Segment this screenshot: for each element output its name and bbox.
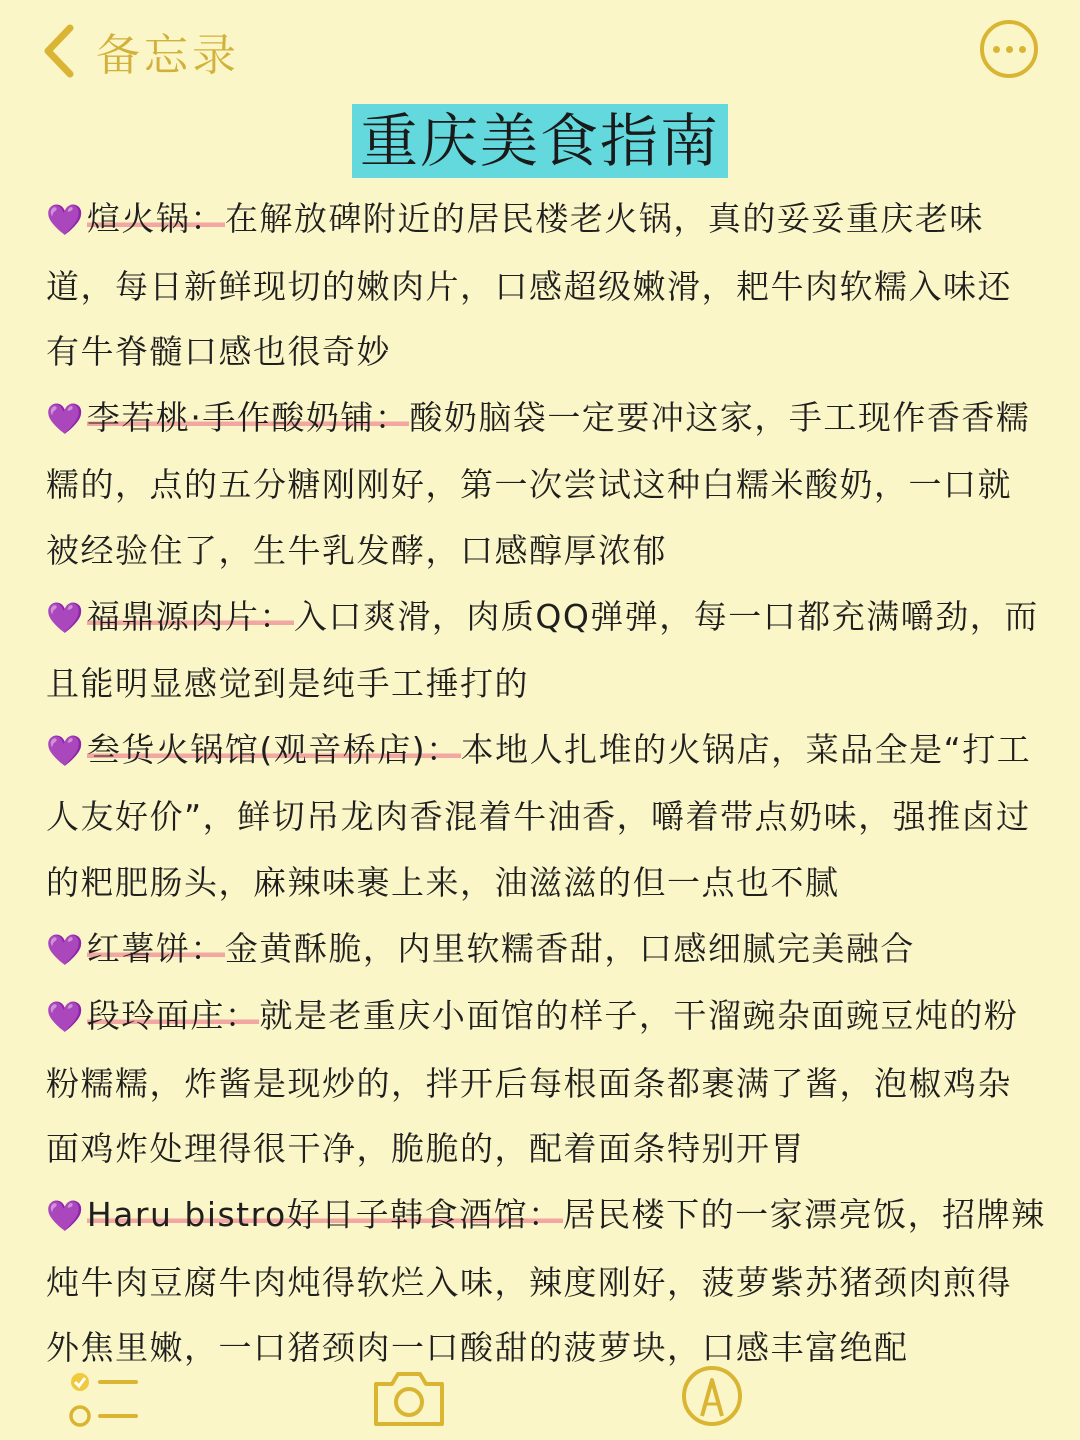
- camera-icon[interactable]: [370, 1368, 448, 1428]
- purple-heart-icon: 💜: [46, 203, 85, 238]
- purple-heart-icon: 💜: [46, 401, 85, 437]
- more-horizontal-icon: [993, 46, 1000, 53]
- checklist-icon[interactable]: [68, 1368, 142, 1432]
- note-title: 重庆美食指南: [352, 104, 728, 178]
- note-entry: [46, 717, 1046, 916]
- entry-text: 居民楼下的一家漂亮饭，招牌辣炖牛肉豆腐牛肉炖得软烂入味，辣度刚好，菠萝紫苏猪颈肉煎得外焦里嫩，一口猪颈肉一口酸甜的菠萝块，口感丰富绝配: [46, 1194, 1046, 1368]
- pen-tip-icon[interactable]: [680, 1364, 744, 1428]
- more-dot: [1006, 46, 1013, 53]
- note-title-wrap: [0, 104, 1080, 178]
- entry-name: 李若桃·手作酸奶铺：: [86, 397, 410, 437]
- note-entry: [46, 983, 1046, 1182]
- note-entry: [46, 385, 1046, 584]
- chevron-left-icon: [38, 22, 80, 80]
- purple-heart-icon: 💜: [46, 1198, 85, 1234]
- back-button[interactable]: [38, 20, 240, 82]
- purple-heart-icon: 💜: [46, 1000, 85, 1036]
- purple-heart-icon: 💜: [46, 733, 85, 769]
- purple-heart-icon: 💜: [46, 932, 85, 968]
- entry-text: 入口爽滑，肉质QQ弹弹，每一口都充满嚼劲，而且能明显感觉到是纯手工捶打的: [46, 596, 1039, 704]
- purple-heart-icon: 💜: [46, 600, 85, 636]
- bottom-toolbar: [0, 1360, 1080, 1440]
- note-entry: [46, 186, 1046, 385]
- more-button[interactable]: [980, 20, 1038, 78]
- note-entry: [46, 584, 1046, 717]
- entry-name: 煊火锅：: [86, 199, 225, 238]
- entry-name: 叁货火锅馆(观音桥店)：: [86, 729, 461, 769]
- nav-bar: [0, 0, 1080, 100]
- entry-name: Haru bistro好日子韩食酒馆：: [86, 1194, 563, 1234]
- entry-text: 金黄酥脆，内里软糯香甜，口感细腻完美融合: [224, 928, 915, 968]
- entry-text: 在解放碑附近的居民楼老火锅，真的妥妥重庆老味道，每日新鲜现切的嫩肉片，口感超级嫩滑，耙牛肉软糯入味还有牛脊髓口感也很奇妙: [46, 199, 1012, 372]
- entry-text: 就是老重庆小面馆的样子，干溜豌杂面豌豆炖的粉粉糯糯，炸酱是现炒的，拌开后每根面条都裹满了酱，泡椒鸡杂面鸡炸处理得很干净，脆脆的，配着面条特别开胃: [46, 996, 1019, 1169]
- back-label: 备忘录: [96, 30, 240, 81]
- entry-text: 本地人扎堆的火锅店，菜品全是“打工人友好价”，鲜切吊龙肉香混着牛油香，嚼着带点奶味，强推卤过的粑肥肠头，麻辣味裹上来，油滋滋的但一点也不腻: [46, 729, 1032, 902]
- more-dot: [1019, 46, 1026, 53]
- entry-name: 福鼎源肉片：: [86, 596, 294, 636]
- entry-name: 红薯饼：: [86, 928, 225, 968]
- note-entry: [46, 1182, 1046, 1381]
- entry-name: 段玲面庄：: [86, 996, 260, 1036]
- entry-text: 酸奶脑袋一定要冲这家，手工现作香香糯糯的，点的五分糖刚刚好，第一次尝试这种白糯米酸奶，一口就被经验住了，生牛乳发酵，口感醇厚浓郁: [46, 397, 1031, 570]
- note-entry: [46, 916, 1046, 984]
- note-body[interactable]: [46, 186, 1046, 1381]
